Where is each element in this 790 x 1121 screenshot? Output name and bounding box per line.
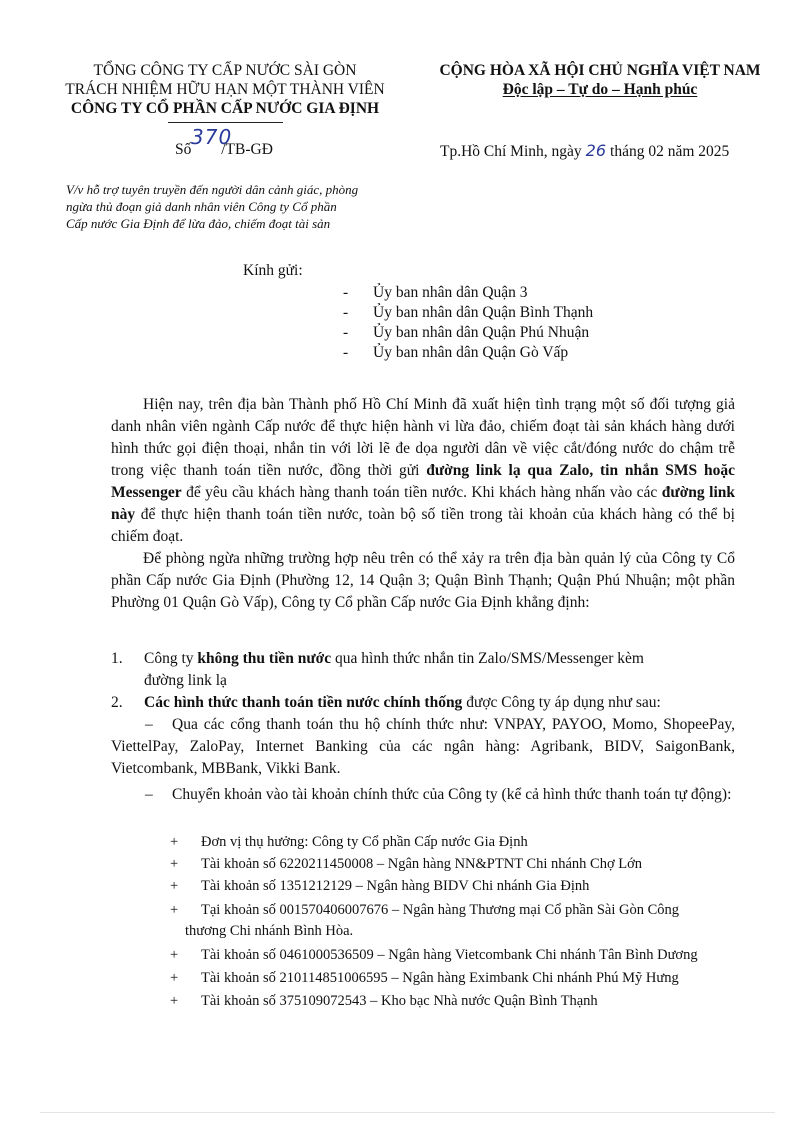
item2-bold: Các hình thức thanh toán tiền nước chính thống bbox=[144, 694, 463, 711]
subject-line-1: V/v hỗ trợ tuyên truyền đến người dân cảnh giác, phòng bbox=[66, 182, 359, 197]
plus-bullet: + bbox=[170, 878, 179, 894]
plus-bullet: + bbox=[170, 993, 179, 1009]
plus-bullet: + bbox=[170, 856, 179, 872]
plus-bullet: + bbox=[170, 834, 179, 850]
sub-dash: – bbox=[145, 786, 153, 803]
list-item-1-continuation: đường link lạ bbox=[144, 672, 227, 689]
account-item bbox=[170, 945, 740, 965]
list-item-1 bbox=[111, 648, 735, 670]
account-text: Tại khoản số 001570406007676 – Ngân hàng Thương mại Cổ phần Sài Gòn Công bbox=[201, 902, 680, 918]
item1-text-1: Công ty bbox=[144, 650, 198, 667]
recipient-label: Ủy ban nhân dân Quận Gò Vấp bbox=[373, 344, 569, 361]
org-underline bbox=[168, 122, 283, 123]
plus-bullet: + bbox=[170, 970, 179, 986]
recipient-item bbox=[343, 283, 528, 303]
account-text: Tài khoản số 210114851006595 – Ngân hàng Eximbank Chi nhánh Phú Mỹ Hưng bbox=[201, 970, 679, 986]
account-text: Đơn vị thụ hưởng: Công ty Cổ phần Cấp nước Gia Định bbox=[201, 834, 528, 850]
para1-text-3: để thực hiện thanh toán tiền nước, toàn bộ số tiền trong tài khoản của khách hàng có thể bị chiếm đoạt. bbox=[111, 506, 735, 545]
recipient-item bbox=[343, 303, 593, 323]
account-item bbox=[170, 968, 740, 988]
sub-dash: – bbox=[145, 716, 153, 733]
account-item bbox=[170, 854, 740, 874]
list-item-2 bbox=[111, 692, 735, 714]
sub-item-2-text: Chuyển khoản vào tài khoản chính thức của Công ty (kể cả hình thức thanh toán tự động): bbox=[172, 786, 732, 803]
national-title: CỘNG HÒA XÃ HỘI CHỦ NGHĨA VIỆT NAM bbox=[439, 62, 761, 79]
para1-text-1: Hiện nay, trên địa bàn Thành phố Hồ Chí Minh đã xuất hiện tình trạng một số đối tượng giả danh nhân viên ngành Cấp nước để thực hiện hành vi lừa đảo, chiếm đoạt tài sản khách hàng dưới hình thức gọi điện thoại, nhắn tin với lời lẽ đe dọa người dân về việc cắt/đóng nước do chậm trễ trong việc thanh toán tiền nước, đồng thời gửi bbox=[111, 396, 735, 479]
list-item-1-number: 1. bbox=[111, 650, 123, 667]
recipient-dash: - bbox=[343, 304, 349, 321]
account-item bbox=[170, 900, 740, 920]
recipient-dash: - bbox=[343, 324, 349, 341]
para1-bold-2: đường link này bbox=[111, 484, 735, 523]
account-text: Tài khoản số 0461000536509 – Ngân hàng Vietcombank Chi nhánh Tân Bình Dương bbox=[201, 947, 698, 963]
subject-line-2: ngừa thủ đoạn giả danh nhân viên Công ty Cổ phần bbox=[66, 199, 337, 214]
doc-number-prefix: Số bbox=[175, 141, 192, 158]
recipient-item bbox=[343, 323, 589, 343]
account-item-continuation: thương Chi nhánh Bình Hòa. bbox=[185, 923, 354, 939]
item1-bold: không thu tiền nước bbox=[197, 650, 332, 667]
recipient-item bbox=[343, 343, 568, 363]
date-day-handwritten: 26 bbox=[585, 141, 607, 160]
org-name: CÔNG TY CỔ PHẦN CẤP NƯỚC GIA ĐỊNH bbox=[70, 100, 380, 117]
national-motto: Độc lập – Tự do – Hạnh phúc bbox=[502, 81, 698, 98]
account-item bbox=[170, 832, 740, 852]
sub-item-2 bbox=[111, 784, 735, 806]
account-text: Tài khoản số 1351212129 – Ngân hàng BIDV Chi nhánh Gia Định bbox=[201, 878, 590, 894]
place-date-after: tháng 02 năm 2025 bbox=[610, 143, 730, 160]
doc-number-suffix: /TB-GĐ bbox=[221, 141, 273, 158]
plus-bullet: + bbox=[170, 947, 179, 963]
item2-text: được Công ty áp dụng như sau: bbox=[462, 694, 661, 711]
recipient-label: Ủy ban nhân dân Quận Bình Thạnh bbox=[373, 304, 594, 321]
recipient-label: Ủy ban nhân dân Quận Phú Nhuận bbox=[373, 324, 590, 341]
plus-bullet: + bbox=[170, 902, 179, 918]
account-text: Tài khoản số 375109072543 – Kho bạc Nhà nước Quận Bình Thạnh bbox=[201, 993, 598, 1009]
place-date-before: Tp.Hồ Chí Minh, ngày bbox=[440, 143, 582, 160]
doc-number-handwritten: 370 bbox=[191, 125, 233, 149]
para1-text-2: để yêu cầu khách hàng thanh toán tiền nước. Khi khách hàng nhấn vào các bbox=[181, 484, 662, 501]
body-paragraph-1 bbox=[111, 394, 735, 548]
scan-edge-line bbox=[40, 1112, 775, 1113]
org-parent: TỔNG CÔNG TY CẤP NƯỚC SÀI GÒN bbox=[93, 62, 357, 79]
org-type: TRÁCH NHIỆM HỮU HẠN MỘT THÀNH VIÊN bbox=[65, 81, 385, 98]
account-item bbox=[170, 876, 740, 896]
doc-number bbox=[175, 125, 273, 159]
recipient-label: Ủy ban nhân dân Quận 3 bbox=[373, 284, 528, 301]
recipient-dash: - bbox=[343, 344, 349, 361]
list-item-2-number: 2. bbox=[111, 694, 123, 711]
account-item bbox=[170, 991, 740, 1011]
body-paragraph-2: Để phòng ngừa những trường hợp nêu trên có thể xảy ra trên địa bàn quản lý của Công ty Cổ phần Cấp nước Gia Định (Phường 12, 14 Quận 3; Quận Bình Thạnh; Quận Phú Nhuận; một phần Phường 01 Quận Gò Vấp), Công ty Cổ phần Cấp nước Gia Định khẳng định: bbox=[111, 550, 735, 611]
place-date bbox=[440, 141, 729, 161]
sub-item-1-text: Qua các cổng thanh toán thu hộ chính thức như: VNPAY, PAYOO, Momo, ShopeePay, ViettelPay, ZaloPay, Internet Banking của các ngân hàng: Agribank, BIDV, SaigonBank, Vietcombank, MBBank, Vikki Bank. bbox=[111, 716, 735, 777]
account-text: Tài khoản số 6220211450008 – Ngân hàng NN&PTNT Chi nhánh Chợ Lớn bbox=[201, 856, 643, 872]
item1-text-2: qua hình thức nhắn tin Zalo/SMS/Messenger kèm bbox=[331, 650, 644, 667]
sub-item-1 bbox=[111, 714, 735, 780]
para1-bold-1: đường link lạ qua Zalo, tin nhắn SMS hoặc Messenger bbox=[111, 462, 735, 501]
recipient-dash: - bbox=[343, 284, 349, 301]
subject-line-3: Cấp nước Gia Định để lừa đảo, chiếm đoạt tài sản bbox=[66, 216, 331, 231]
greeting: Kính gửi: bbox=[243, 262, 303, 279]
